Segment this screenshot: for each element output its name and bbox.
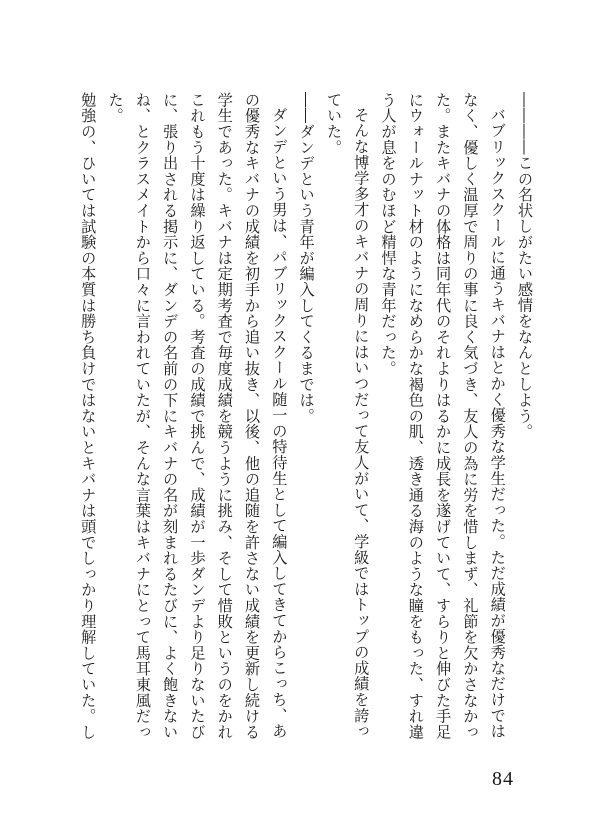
paragraph-3: そんな博学多才のキバナの周りにはいつだって友人がいて、学級ではトップの成績を誇っていた。	[324, 92, 371, 740]
paragraph-6: 勉強の、ひいては試験の本質は勝ち負けではないとキバナは頭でしっかり理解していた。し	[79, 92, 98, 740]
paragraph-4: ――ダンデという青年が編入してくるまでは。	[297, 92, 316, 424]
paragraph-1: ――――この名状しがたい感情をなんとしよう。	[516, 92, 534, 440]
vertical-text-body	[68, 92, 538, 742]
paragraph-5: ダンデという男は、パブリックスクール随一の特待生として編入してきてからこっち、あの優秀なキバナの成績を初手から追い抜き、以後、他の追随を許さない成績を更新し続ける学生であった。キバナは定期考査で毎度成績を競うように挑み、そして惜敗というのをかれこれもう十度は繰り返している。考査の成績で挑んで、成績が一歩ダンデより足りないたびに、張り出される掲示に、ダンデの名前の下にキバナの名が刻まれるたびに、よく飽きないね、とクラスメイトから口々に言われていたが、そんな言葉はキバナにとって馬耳東風だった。	[106, 92, 289, 740]
paragraph-2: バブリックスクールに通うキバナはとかく優秀な学生だった。ただ成績が優秀なだけではなく、優しく温厚で周りの事に良く気づき、友人の為に労を惜しまず、礼節を欠かさなかった。またキバナの体格は同年代のそれよりはるかに成長を遂げていて、すらりと伸びた手足にウォールナット材のようになめらかな褐色の肌、透き通る海のような瞳をもった、すれ違う人が息をのむほど精悍な青年だった。	[379, 92, 507, 740]
page-number: 84	[492, 768, 514, 790]
